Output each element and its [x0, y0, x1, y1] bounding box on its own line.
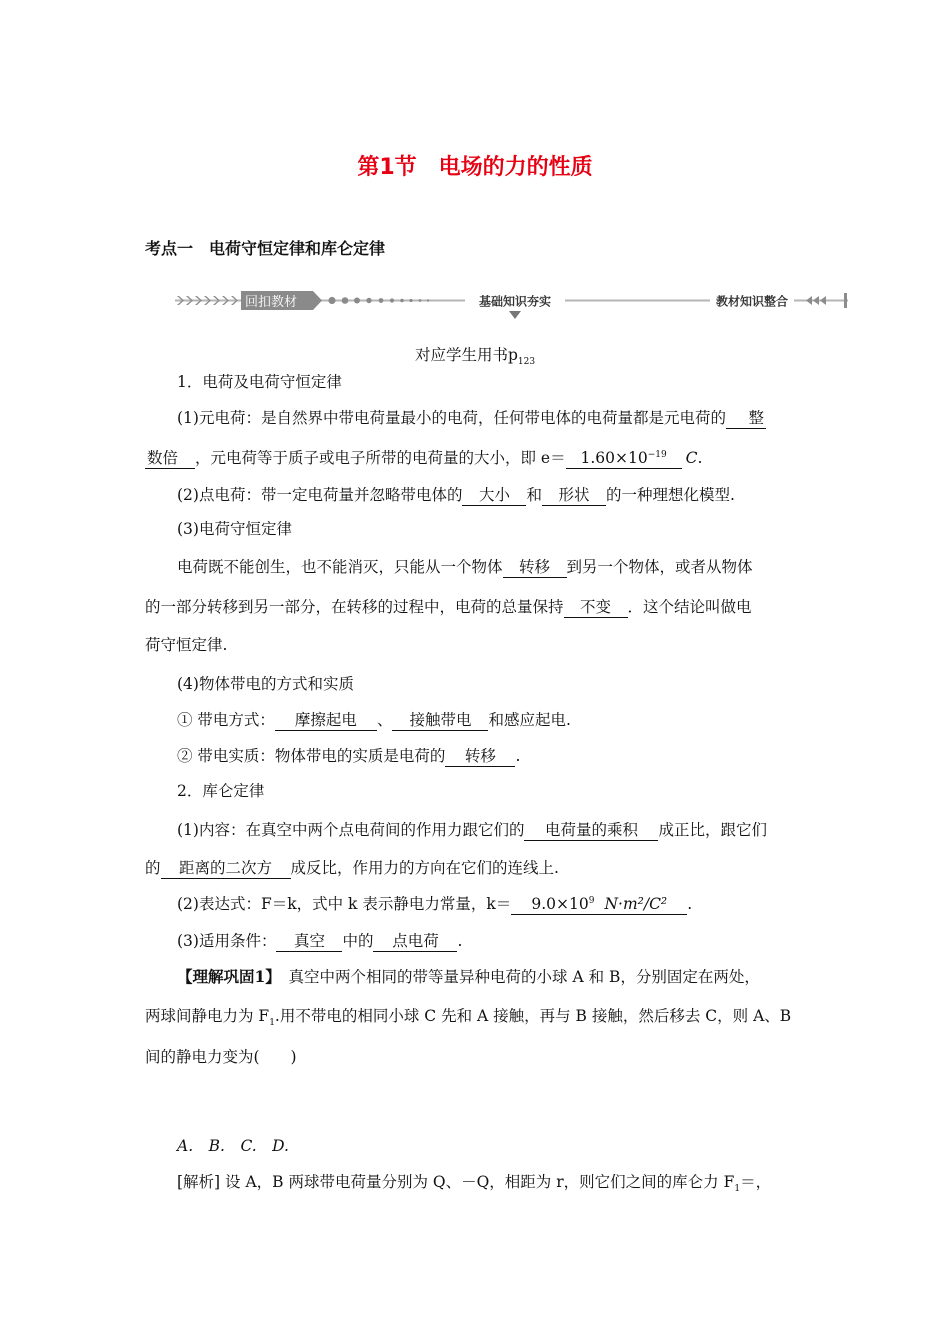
para-line: ② 带电实质：物体带电的实质是电荷的 转移 . — [177, 744, 520, 767]
para-line: 两球间静电力为 $F_1$.用不带电的相同小球 C 先和 A 接触，再与 B 接触，然后移去 C，则 A、B — [145, 1007, 792, 1029]
para-line: (3)电荷守恒定律 — [177, 520, 292, 538]
para-line: 数倍 ，元电荷等于质子或电子所带的电荷量的大小，即 $e= 1.60\times 10^{-19}$ C. — [145, 446, 702, 469]
blank-answer: 真空 — [276, 932, 342, 952]
section-banner — [175, 290, 848, 320]
blank-answer: 形状 — [542, 486, 606, 506]
banner-right-label: 教材知识整合 — [715, 294, 789, 309]
blank-answer: $9.0\times 10^9$ N·m²/C² — [511, 895, 687, 915]
para-line: (2)表达式：F＝k，式中 k 表示静电力常量，$k= 9.0\times 10^9$ N·m²/C² . — [177, 892, 692, 915]
answer-options: A. B. C. D. — [177, 1137, 289, 1155]
blank-answer: 点电荷 — [373, 932, 457, 952]
para-line: 的 距离的二次方 成反比，作用力的方向在它们的连线上. — [145, 856, 559, 879]
para-line: 间的静电力变为( ) — [145, 1048, 297, 1066]
blank-answer: 数倍 — [145, 449, 195, 469]
para-line: 电荷既不能创生，也不能消灭，只能从一个物体 转移 到另一个物体，或者从物体 — [177, 555, 753, 578]
para-line: 的一部分转移到另一部分，在转移的过程中，电荷的总量保持 不变 ．这个结论叫做电 — [145, 595, 752, 618]
blank-answer: 电荷量的乘积 — [524, 821, 658, 841]
section-title: 第1节 电场的力的性质 — [357, 155, 593, 180]
blank-answer: 距离的二次方 — [161, 859, 291, 879]
para-line: 荷守恒定律. — [145, 636, 228, 654]
arrow-left-icon — [806, 296, 826, 305]
para-line: ① 带电方式： 摩擦起电 、 接触带电 和感应起电. — [177, 708, 571, 731]
blank-answer: 不变 — [564, 598, 628, 618]
blank-answer: 接触带电 — [392, 711, 488, 731]
section1-heading: 1．电荷及电荷守恒定律 — [177, 373, 342, 391]
para-line: (1)内容：在真空中两个点电荷间的作用力跟它们的 电荷量的乘积 成正比，跟它们 — [177, 818, 767, 841]
para-line: (3)适用条件： 真空 中的 点电荷 . — [177, 929, 462, 952]
blank-answer: 大小 — [462, 486, 526, 506]
blank-answer: 摩擦起电 — [275, 711, 377, 731]
blank-answer: 整 — [726, 409, 766, 429]
banner-left-tag: 回扣教材 — [245, 295, 298, 310]
topic-heading: 考点一 电荷守恒定律和库仑定律 — [145, 239, 386, 258]
blank-answer: 转移 — [445, 747, 515, 767]
example-tag: 【理解巩固1】 — [177, 967, 274, 986]
example-question: 【理解巩固1】 真空中两个相同的带等量异种电荷的小球 A 和 B，分别固定在两处， — [177, 967, 760, 986]
para-line: (4)物体带电的方式和实质 — [177, 675, 354, 693]
para-line: (2)点电荷：带一定电荷量并忽略带电体的 大小 和 形状 的一种理想化模型. — [177, 483, 735, 506]
blank-answer: 转移 — [503, 558, 567, 578]
blank-answer: $1.60\times 10^{-19}$ — [566, 449, 682, 469]
reference-text: 对应学生用书$p_{123}$ — [414, 346, 536, 368]
down-triangle-icon — [509, 311, 521, 319]
banner-center-label: 基础知识夯实 — [478, 294, 552, 309]
para-line: (1)元电荷：是自然界中带电荷量最小的电荷，任何带电体的电荷量都是元电荷的 整 — [177, 406, 766, 429]
section2-heading: 2．库仑定律 — [177, 782, 265, 800]
analysis-line: [解析] 设 A，B 两球带电荷量分别为 Q、－Q，相距为 r，则它们之间的库仑力 $F_1=$， — [177, 1173, 772, 1195]
